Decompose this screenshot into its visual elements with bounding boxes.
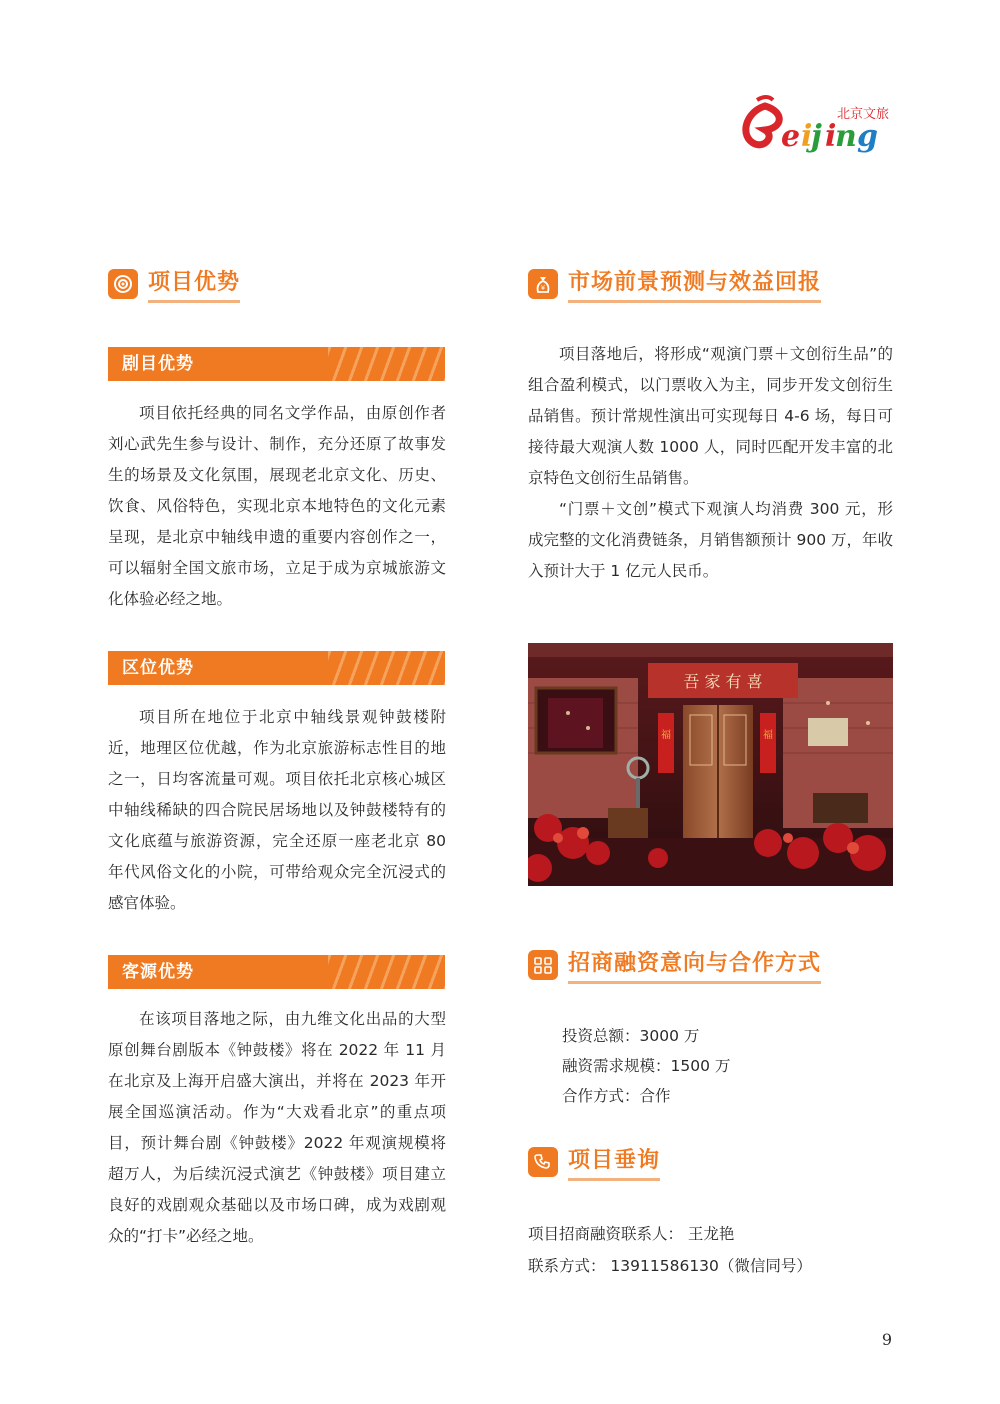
svg-text:e: e [781, 119, 801, 154]
subheading-label: 客源优势 [122, 962, 194, 982]
svg-text:j: j [811, 119, 822, 154]
section-market-outlook [528, 264, 821, 304]
svg-text:北京文旅: 北京文旅 [837, 107, 890, 122]
investment-total: 投资总额：3000 万 [562, 1027, 700, 1045]
section-contact [528, 1142, 660, 1182]
market-text [528, 339, 893, 587]
contact-person: 项目招商融资联系人： 王龙艳 [528, 1225, 735, 1243]
paragraph-audience: 在该项目落地之际，由九维文化出品的大型原创舞台剧版本《钟鼓楼》将在 2022 年 11 月在北京及上海开启盛大演出，并将在 2023 年开展全国巡演活动。作为“大戏看北京”的重点项目，预计舞台剧《钟鼓楼》2022 年观演规模将超万人，为后续沉浸式演艺《钟鼓楼》项目建立良好的戏剧观众基础以及市场口碑，成为戏剧观众的“打卡”必经之地。 [108, 1010, 446, 1245]
subheading-label: 剧目优势 [122, 354, 194, 374]
section-title: 项目垂询 [568, 1143, 660, 1181]
section-title: 项目优势 [148, 265, 240, 303]
subheading-repertoire [108, 347, 445, 381]
target-icon [108, 269, 138, 299]
contact-details [528, 1218, 812, 1282]
section-investment [528, 945, 821, 985]
svg-text:i: i [801, 119, 813, 154]
section-project-advantages [108, 264, 240, 304]
financing-scale: 融资需求规模：1500 万 [562, 1057, 731, 1075]
phone-icon [528, 1147, 558, 1177]
photo-sign-text: 吾 家 有 喜 [683, 672, 763, 691]
handshake-icon [528, 950, 558, 980]
investment-details [562, 1021, 730, 1111]
paragraph-repertoire: 项目依托经典的同名文学作品，由原创作者刘心武先生参与设计、制作，充分还原了故事发生的场景及文化氛围，展现老北京文化、历史、饮食、风俗特色，实现北京本地特色的文化元素呈现，是北京中轴线申遗的重要内容创作之一，可以辐射全国文旅市场，立足于成为京城旅游文化体验必经之地。 [108, 404, 446, 608]
section-title: 招商融资意向与合作方式 [568, 946, 821, 984]
paragraph-location: 项目所在地位于北京中轴线景观钟鼓楼附近，地理区位优越，作为北京旅游标志性目的地之一，日均客流量可观。项目依托北京核心城区中轴线稀缺的四合院民居场地以及钟鼓楼特有的文化底蕴与旅游资源，完全还原一座老北京 80 年代风俗文化的小院，可带给观众完全沉浸式的感官体验。 [108, 708, 446, 912]
contact-phone: 联系方式： 13911586130（微信同号） [528, 1257, 812, 1275]
stage-set-illustration [528, 643, 893, 886]
svg-text:i: i [825, 119, 837, 154]
subheading-audience [108, 955, 445, 989]
section-title: 市场前景预测与效益回报 [568, 265, 821, 303]
beijing-logo [735, 92, 900, 167]
svg-text:¥: ¥ [540, 284, 546, 292]
money-bag-icon [528, 269, 558, 299]
subheading-label: 区位优势 [122, 658, 194, 678]
svg-text:g: g [857, 119, 878, 154]
couplet-char-left: 福 [661, 730, 671, 741]
beijing-logo-graphic [735, 92, 900, 167]
couplet-char-right: 福 [763, 730, 773, 741]
market-paragraph-2: “门票＋文创”模式下观演人均消费 300 元，形成完整的文化消费链条，月销售额预计 900 万，年收入预计大于 1 亿元人民币。 [528, 500, 893, 580]
market-paragraph-1: 项目落地后，将形成“观演门票＋文创衍生品”的组合盈利模式，以门票收入为主，同步开发文创衍生品销售。预计常规性演出可实现每日 4-6 场，每日可接待最大观演人数 1000 人，同时匹配开发丰富的北京特色文创衍生品销售。 [528, 345, 893, 487]
cooperation-mode: 合作方式：合作 [562, 1087, 671, 1105]
stage-set-photo [528, 643, 893, 886]
page-number: 9 [881, 1330, 892, 1349]
svg-text:n: n [835, 119, 857, 154]
subheading-location [108, 651, 445, 685]
